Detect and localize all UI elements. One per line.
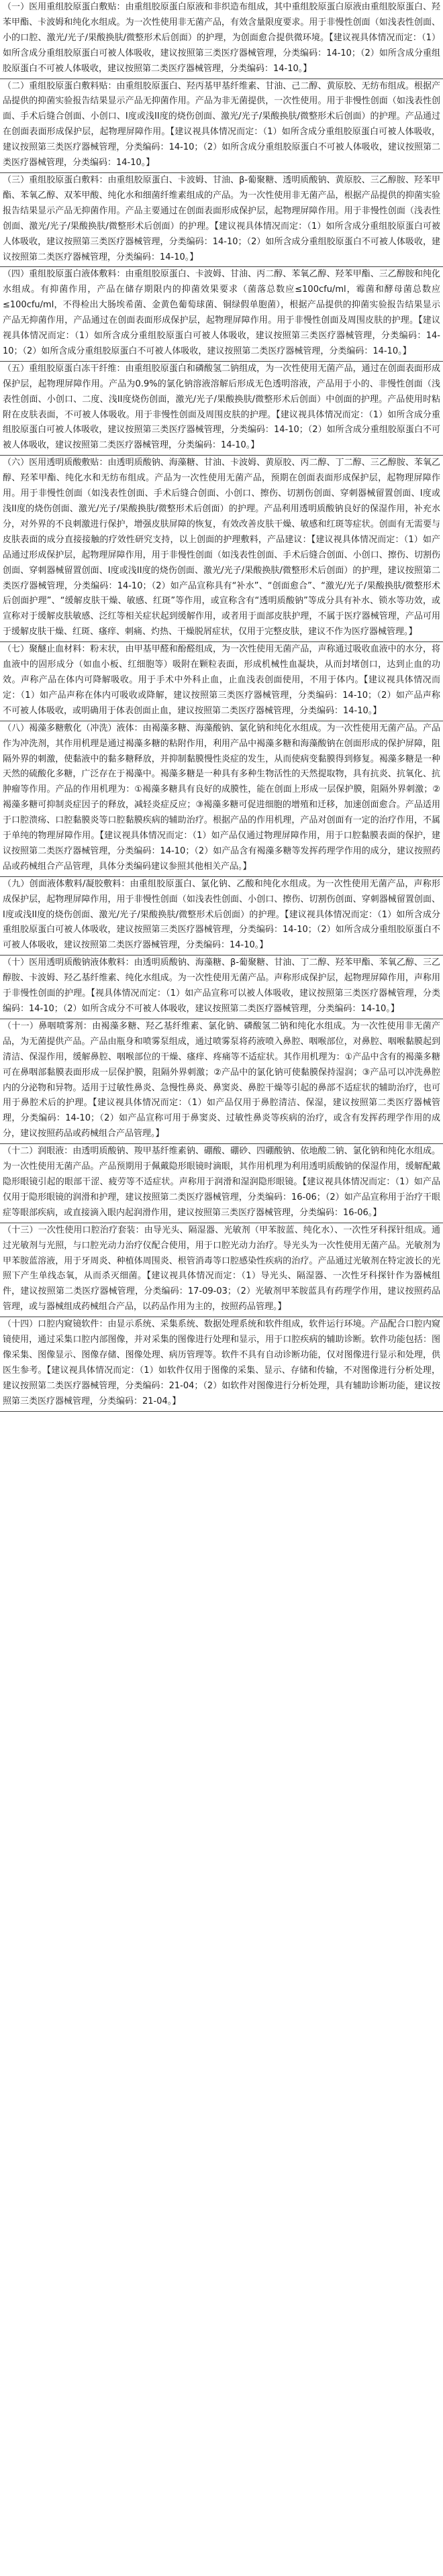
section-text: （十二）润眼液：由透明质酸钠、羧甲基纤维素钠、硼酸、硼砂、四硼酸钠、依地酸二钠、氯化钠和纯化水组成。为一次性使用无菌产品。产品预期用于佩戴隐形眼镜时滴眼，其作用机理为利用透明质酸钠的保湿作用，缓解配戴隐形眼镜引起的眼部干涩、疲劳等不适症状。声称用于润滑和湿润隐形眼镜。【建议视具体情况而定：（1）如产品仅用于隐形眼镜的润滑和护理，建议按照第二类医疗器械管理，分类编码：16-06；（2）如产品宣称用于治疗干眼症等眼部疾病，或直接滴入眼内起润滑作用，建议按照第三类医疗器械管理，分类编码：16-06。】 bbox=[3, 1146, 440, 1218]
section-text: （十一）鼻咽喷雾剂：由褐藻多糖、羟乙基纤维素、氯化钠、磷酸氢二钠和纯化水组成。为一次性使用非无菌产品，为无菌提供产品。产品由瓶身和喷雾泵组成，通过喷雾泵将药液喷入鼻腔、咽喉部位，对鼻腔、咽喉黏膜起到清洁、保湿作用，缓解鼻腔、咽喉部位的干燥、瘙痒、疼痛等不适症状。其作用机理为：①产品中含有的褐藻多糖可在鼻咽部黏膜表面形成一层保护膜，阻隔外界刺激；②产品中的氯化钠可使黏膜保持湿润；③产品可以冲洗鼻腔内的分泌物和异物。适用于过敏性鼻炎、急慢性鼻炎、鼻窦炎、鼻腔干燥等引起的鼻部不适症状的辅助治疗，也可用于鼻腔术后的护理。【建议视具体情况而定：（1）如产品仅用于鼻腔清洁、保湿，建议按照第二类医疗器械管理，分类编码：14-10；（2）如产品宣称可用于鼻窦炎、过敏性鼻炎等疾病的治疗，或含有发挥药理学作用的成分，建议按照药品或药械组合产品管理。】 bbox=[3, 1021, 440, 1139]
section-9 bbox=[0, 877, 443, 956]
section-4 bbox=[0, 267, 443, 361]
section-text: （一）医用重组胶原蛋白敷贴：由重组胶原蛋白原液和非织造布组成，其中重组胶原蛋白原液由重组胶原蛋白、羟苯甲酯、卡波姆和纯化水组成。为一次性使用非无菌产品，有效含量限度要求。用于非慢性创面（如浅表性创面、小的口腔、激光/光子/果酸换肤/微整形术后创面）的护理，为创面愈合提供微环境。【建议视具体情况而定：（1）如所含成分重组胶原蛋白可被人体吸收，建议按照第三类医疗器械管理，分类编码：14-10；（2）如所含成分重组胶原蛋白不可被人体吸收，建议按照第二类医疗器械管理，分类编码：14-10。】 bbox=[3, 2, 440, 74]
section-text: （五）重组胶原蛋白冻干纤维：由重组胶原蛋白和磷酸氢二钠组成，为一次性使用无菌产品，通过在创面表面形成保护层，起物理屏障作用。产品为0.9%的氯化钠溶液溶解后形成无色透明溶液，产品用于小的、非慢性创面（浅表性创面、小创口、二度、浅II度烧伤创面，激光/光子/果酸换肤/微整形术后创面）中创面的护理。产品使用时粘附在皮肤表面，不可被人体吸收。用于非慢性创面及周围皮肤的护理。【建议视具体情况而定：（1）如所含成分重组胶原蛋白可被人体吸收，建议按照第三类医疗器械管理，分类编码：14-10；（2）如所含成分重组胶原蛋白不可被人体吸收，建议按照第二类医疗器械管理，分类编码：14-10。】 bbox=[3, 363, 440, 451]
section-text: （六）医用透明质酸敷贴：由透明质酸钠、海藻糖、甘油、卡波姆、黄原胶、丙二醇、丁二醇、三乙醇胺、苯氧乙醇、羟苯甲酯、纯化水和无纺布组成。产品为一次性使用无菌产品，预期在创面表面形成保护层，起物理屏障作用。用于非慢性创面（如浅表性创面、手术后缝合创面、小创口、擦伤、切割伤创面、穿刺器械留置创面、I度或浅II度的烧伤创面、激光/光子/果酸换肤/微整形术后创面）的护理。产品利用透明质酸钠良好的保湿作用，补充水分，对外界的不良刺激进行保护，增强皮肤屏障的恢复，有效改善皮肤干燥、敏感和红斑等症状。创面有无需要与皮肤表面的成分直接接触的疗效性研究支持，以上创面的护理敷料，产品建议：【建议视具体情况而定：（1）如产品通过形成保护层，起物理屏障作用，用于非慢性创面（如浅表性创面、手术后缝合创面、小创口、擦伤、切割伤创面、穿刺器械留置创面、I度或浅II度的烧伤创面、激光/光子/果酸换肤/微整形术后创面）的护理，建议按照第二类医疗器械管理，分类编码：14-10；（2）如产品宣称具有“补水”、“创面愈合”、“激光/光子/果酸换肤/微整形术后创面护理”、“缓解皮肤干燥、敏感、红斑”等作用，或宣称含有“透明质酸钠”等成分具有补水、锁水等功效，或宣称对于缓解皮肤敏感、泛红等相关症状起到缓解作用，或者用于面部皮肤护理，不属于医疗器械管理，产品可用于缓解皮肤干燥、红斑、瘙痒、刺痛、灼热、干燥脱屑症状，仅用于完整皮肤，建议不作为医疗器械管理。】 bbox=[3, 458, 440, 637]
section-13 bbox=[0, 1223, 443, 1317]
section-5 bbox=[0, 362, 443, 456]
section-3 bbox=[0, 173, 443, 267]
section-text: （三）重组胶原蛋白敷料：由重组胶原蛋白、卡波姆、甘油、β-葡聚糖、透明质酸钠、黄原胶、三乙醇胺、羟苯甲酯、苯氧乙醇、双苯甲酸、纯化水和细菌纤维素组成的产品。为一次性使用非无菌产品，根据产品提供的抑菌实验报告结果显示产品无抑菌作用。产品主要通过在创面表面形成保护层，起物理屏障作用。用于非慢性创面（浅表性创面、激光/光子/果酸换肤/微整形术后创面）的护理。【建议视具体情况而定：（1）如所含成分重组胶原蛋白可被人体吸收，建议按照第三类医疗器械管理，分类编码：14-10；（2）如所含成分重组胶原蛋白不可被人体吸收，建议按照第二类医疗器械管理，分类编码：14-10。】 bbox=[3, 174, 440, 262]
section-7 bbox=[0, 642, 443, 721]
section-14 bbox=[0, 1317, 443, 1411]
section-text: （四）重组胶原蛋白液体敷料：由重组胶原蛋白、卡波姆、甘油、丙二醇、苯氧乙醇、羟苯甲酯、三乙醇胺和纯化水组成。有抑菌作用，产品在储存期限内的抑菌效果要求（菌落总数应≤100cfu/ml，霉菌和酵母菌总数应≤100cfu/ml，不得检出大肠埃希菌、金黄色葡萄球菌、铜绿假单胞菌），根据产品提供的抑菌实验报告结果显示产品无抑菌作用，产品通过在创面表面形成保护层，起物理屏障作用。用于非慢性创面及周围皮肤的护理。【建议视具体情况而定：（1）如所含成分重组胶原蛋白可被人体吸收，建议按照第三类医疗器械管理，分类编码：14-10；（2）如所含成分重组胶原蛋白不可被人体吸收，建议按照第二类医疗器械管理，分类编码：14-10。】 bbox=[3, 269, 440, 356]
section-text: （十三）一次性使用口腔治疗套装：由导光头、隔湿器、光敏剂（甲苯胺蓝、纯化水）、一次性牙科探针组成。通过光敏剂与光照，与口腔光动力治疗仪配合使用，用于口腔光动力治疗。导光头为一次性使用无菌产品。光敏剂为甲苯胺蓝溶液，用于牙周炎、种植体周围炎、根管消毒等口腔感染性疾病的治疗。产品通过光敏剂在特定波长的光照下产生单线态氧，从而杀灭细菌。【建议视具体情况而定：（1）导光头、隔湿器、一次性牙科探针作为器械组件，建议按照第二类医疗器械管理，分类编码：17-09-03；（2）光敏剂甲苯胺蓝具有药理学作用，建议按照药品管理，或与器械组成药械组合产品，以药品作用为主的，按照药品管理。】 bbox=[3, 1225, 440, 1312]
section-8 bbox=[0, 721, 443, 877]
section-1 bbox=[0, 0, 443, 79]
section-11 bbox=[0, 1019, 443, 1144]
section-text: （七）聚醚止血材料：粉末状，由甲基甲醛和酚醛组成，为一次性使用无菌产品，声称通过吸收血液中的水分，将血液中的固形成分（如血小板、红细胞等）吸附在颗粒表面，形成机械性血凝块，从而封堵创口，达到止血的功效。声称产品在体内可降解吸收。用于手术中外科止血，止血浅表创面使用，不用于体内。【建议视具体情况而定：（1）如产品声称在体内可吸收或降解，建议按照第三类医疗器械管理，分类编码：14-10；（2）如产品声称不可被人体吸收，或明确用于体表创面止血，建议按照第二类医疗器械管理，分类编码：14-10。】 bbox=[3, 644, 440, 716]
section-2 bbox=[0, 79, 443, 173]
section-text: （二）重组胶原蛋白敷料贴：由重组胶原蛋白、羟丙基甲基纤维素、甘油、己二醇、黄原胶、无纺布组成。根据产品提供的抑菌实验报告结果显示产品无抑菌作用。产品为非无菌提供，一次性使用。用于非慢性创面（如浅表性创面、手术后缝合创面、小创口、I度或浅II度的烧伤创面、激光/光子/果酸换肤/微整形术后创面）的护理。产品通过在创面表面形成保护层，起物理屏障作用。【建议视具体情况而定：（1）如所含成分重组胶原蛋白可被人体吸收，建议按照第三类医疗器械管理，分类编码：14-10；（2）如所含成分重组胶原蛋白不可被人体吸收，建议按照第二类医疗器械管理，分类编码：14-10。】 bbox=[3, 81, 440, 168]
section-text: （十四）口腔内窥镜软件：由显示系统、采集系统、数据处理系统和软件组成，软件运行环境。产品配合口腔内窥镜使用，通过采集口腔内部图像，并对采集的图像进行处理和显示，用于口腔疾病的辅助诊断。软件功能包括：图像采集、图像显示、图像存储、图像处理、病历管理等。软件不具有自动诊断功能，仅对图像进行显示和处理，供医生参考。【建议视具体情况而定：（1）如软件仅用于图像的采集、显示、存储和传输，不对图像进行分析处理，建议按照第二类医疗器械管理，分类编码：21-04；（2）如软件对图像进行分析处理，具有辅助诊断功能，建议按照第三类医疗器械管理，分类编码：21-04。】 bbox=[3, 1319, 440, 1406]
section-12 bbox=[0, 1144, 443, 1223]
section-6 bbox=[0, 456, 443, 642]
section-10 bbox=[0, 956, 443, 1019]
section-text: （九）创面液体敷料/凝胶敷料：由重组胶原蛋白、氯化钠、乙酸和纯化水组成。为一次性使用无菌产品，声称形成保护层，起物理屏障作用，用于非慢性创面（如浅表性创面、小创口、擦伤、切割伤创面、穿刺器械留置创面、I度或浅II度的烧伤创面、激光/光子/果酸换肤/微整形术后创面）的护理。【建议视具体情况而定：（1）如所含成分重组胶原蛋白可被人体吸收，建议按照第三类医疗器械管理，分类编码：14-10；（2）如所含成分重组胶原蛋白不可被人体吸收，建议按照第二类医疗器械管理，分类编码：14-10。】 bbox=[3, 878, 440, 951]
section-text: （八）褐藻多糖敷化（冲洗）液体：由褐藻多糖、海藻酸钠、氯化钠和纯化水组成。为一次性使用无菌产品。产品作为冲洗剂，其作用机理是通过褐藻多糖的粘附作用，利用产品中褐藻多糖和海藻酸钠在创面形成的保护屏障，阻隔外界的刺激，使黏液中的黏多糖释放，并抑制黏膜慢性炎症的发生，从而使病变黏膜得到修复。褐藻多糖是一种天然的硫酸化多糖，广泛存在于褐藻中。褐藻多糖是一种具有多种生物活性的天然提取物，具有抗炎、抗氧化、抗肿瘤等作用。产品的作用机理为：①褐藻多糖具有良好的成膜性，能在创面上形成一层保护膜，阻隔外界刺激；②褐藻多糖可抑制炎症因子的释放，减轻炎症反应；③褐藻多糖可促进细胞的增殖和迁移，加速创面愈合。产品适用于口腔溃疡、口腔黏膜炎等口腔黏膜疾病的辅助治疗。根据产品的作用机理，产品对创面有一定的治疗作用，不属于单纯的物理屏障作用。【建议视具体情况而定：（1）如产品仅通过物理屏障作用，用于口腔黏膜表面的保护，建议按照第二类医疗器械管理，分类编码：14-10；（2）如产品含有褐藻多糖等发挥药理学作用的成分，建议按照药品或药械组合产品管理，具体分类编码建议参照其他相关产品。】 bbox=[3, 723, 440, 872]
section-text: （十）医用透明质酸钠液体敷料：由透明质酸钠、海藻糖、β-葡聚糖、甘油、丁二醇、羟苯甲酯、苯氧乙醇、三乙醇胺、卡波姆、羟乙基纤维素、纯化水组成。为一次性使用无菌产品。声称形成保护层，起物理屏障作用，声称用于非慢性创面的护理。【视具体情况而定：（1）如产品宣称可以被人体吸收，建议按照第三类医疗器械管理，分类编码：14-10；（2）如所含成分不可被人体吸收，建议按照第二类医疗器械管理，分类编码：14-10。】 bbox=[3, 958, 440, 1014]
